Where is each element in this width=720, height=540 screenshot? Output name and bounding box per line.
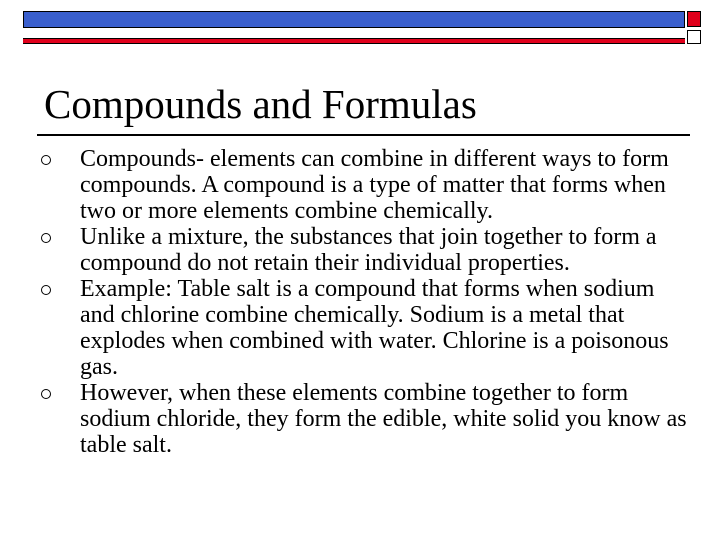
hollow-circle-icon bbox=[41, 155, 51, 165]
corner-red-box bbox=[687, 11, 701, 27]
hollow-circle-icon bbox=[41, 233, 51, 243]
bullet-list bbox=[40, 146, 695, 458]
hollow-circle-icon bbox=[41, 389, 51, 399]
bullet-text: However, when these elements combine together to form sodium chloride, they form the edible, white solid you know as table salt. bbox=[80, 380, 687, 458]
bullet-item bbox=[40, 380, 695, 458]
bullet-text: Unlike a mixture, the substances that join together to form a compound do not retain their individual properties. bbox=[80, 224, 657, 276]
bullet-item bbox=[40, 224, 695, 276]
hollow-circle-icon bbox=[41, 285, 51, 295]
bullet-item bbox=[40, 276, 695, 380]
bullet-text: Compounds- elements can combine in different ways to form compounds. A compound is a type of matter that forms when two or more elements combine chemically. bbox=[80, 146, 669, 224]
corner-white-box bbox=[687, 30, 701, 44]
bullet-item bbox=[40, 146, 695, 224]
corner-decoration bbox=[687, 11, 701, 44]
red-stripe bbox=[23, 38, 685, 44]
title-underline bbox=[37, 134, 690, 136]
blue-stripe bbox=[23, 11, 685, 28]
slide-title: Compounds and Formulas bbox=[44, 81, 477, 127]
bullet-text: Example: Table salt is a compound that forms when sodium and chlorine combine chemically. Sodium is a metal that explodes when combined with water. Chlorine is a poisonous gas. bbox=[80, 276, 669, 380]
top-decorative-bar bbox=[23, 11, 685, 38]
